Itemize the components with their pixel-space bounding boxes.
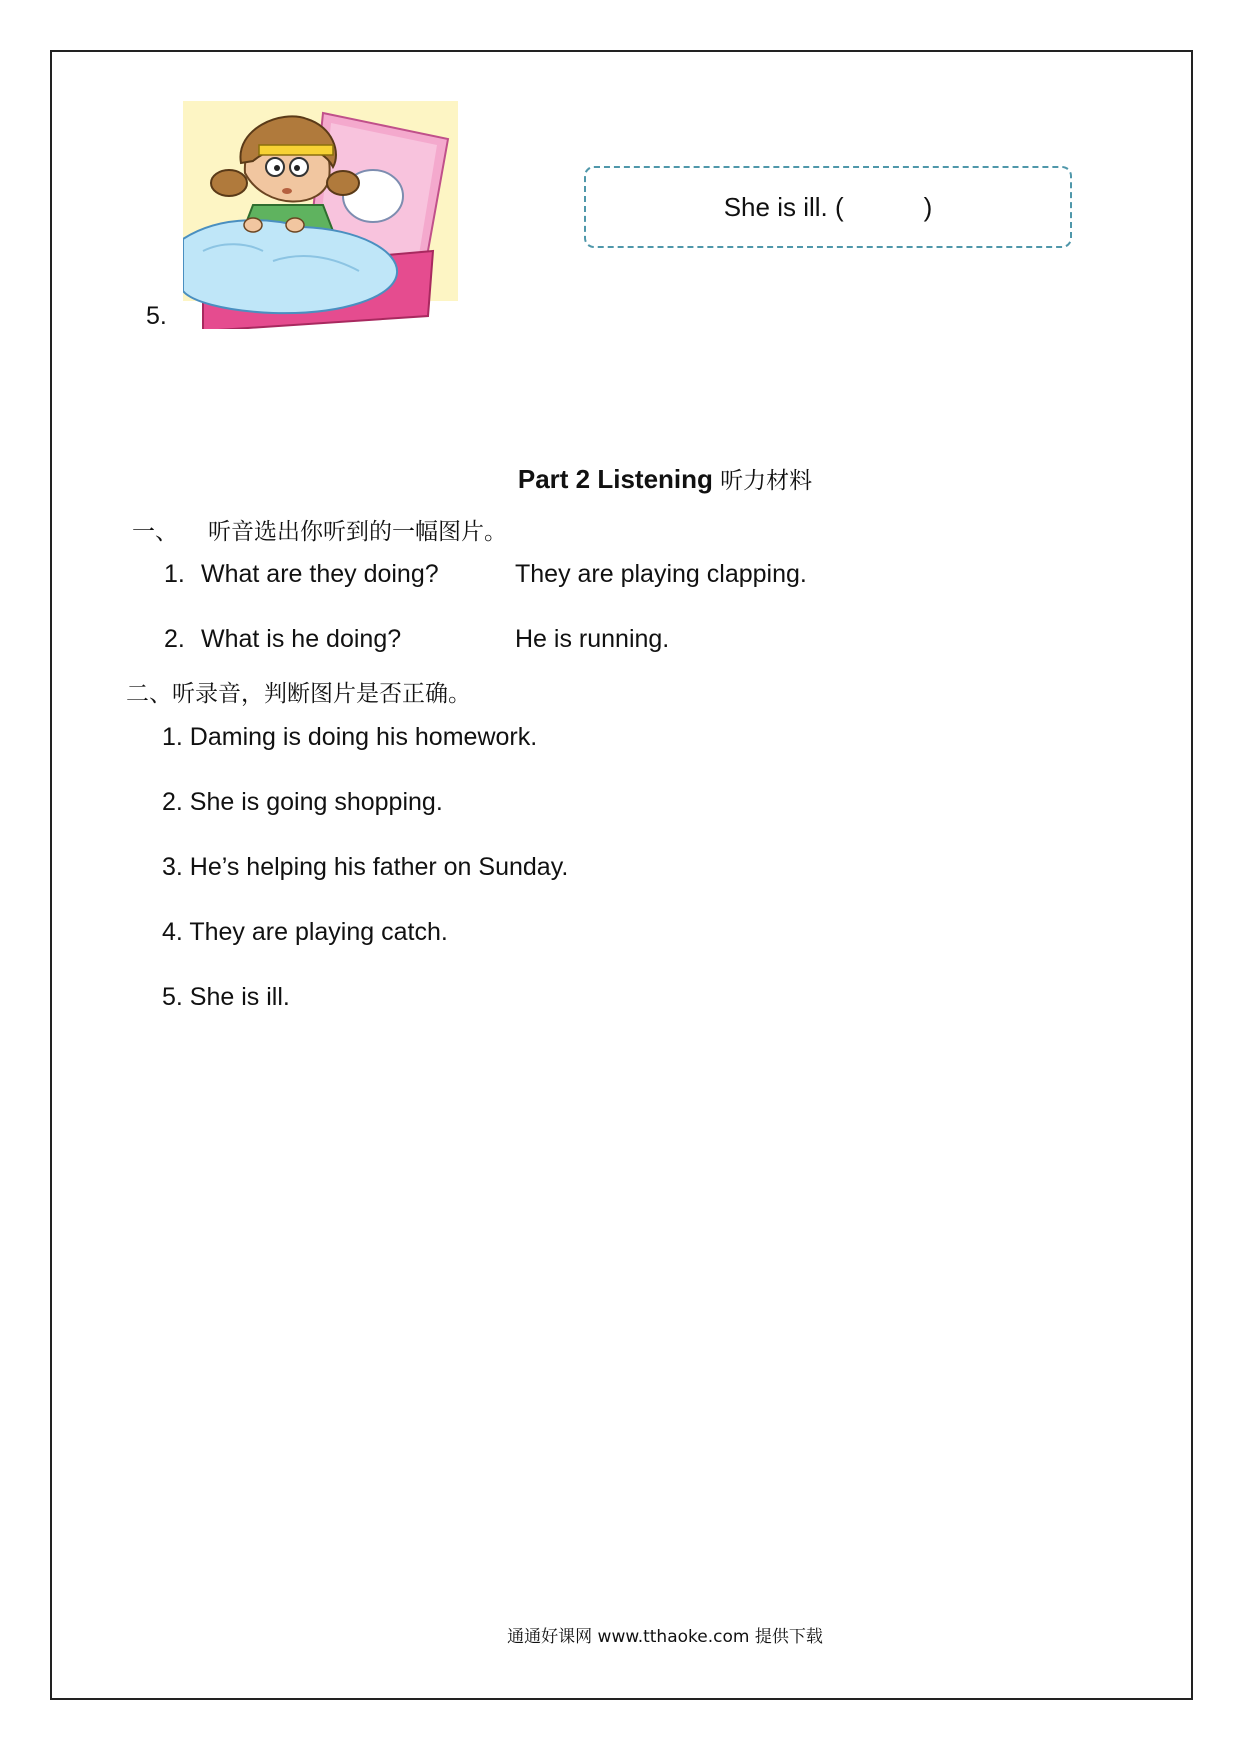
item-answer: He is running.: [515, 625, 670, 653]
list-item: 2. She is going shopping.: [162, 788, 443, 816]
section2-heading: 二、听录音，判断图片是否正确。: [126, 681, 471, 707]
title-cn: 听力材料: [720, 468, 813, 494]
list-item: 5. She is ill.: [162, 983, 290, 1011]
list-item: 3. He’s helping his father on Sunday.: [162, 853, 569, 881]
item-number: 2.: [164, 625, 185, 653]
girl-sick-in-bed-illustration: [183, 101, 458, 329]
page-title: [0, 462, 1240, 495]
answer-box: [584, 166, 1072, 248]
section1-text: 听音选出你听到的一幅图片。: [208, 519, 507, 545]
list-item: [164, 560, 807, 589]
title-bold: Part 2 Listening: [517, 464, 713, 494]
list-item: [164, 625, 669, 654]
section1-heading: [132, 513, 507, 546]
section1-marker: 一、: [132, 519, 178, 545]
item-number: 1.: [164, 560, 185, 588]
answer-prefix: She is ill. (: [723, 191, 844, 222]
page-footer: 通通好课网 www.tthaoke.com 提供下载: [507, 1627, 823, 1647]
item-question: What are they doing?: [201, 560, 439, 588]
answer-suffix: ): [923, 191, 933, 222]
item-question: What is he doing?: [201, 625, 402, 653]
item-answer: They are playing clapping.: [515, 560, 807, 588]
question-number: 5.: [146, 302, 167, 330]
list-item: 1. Daming is doing his homework.: [162, 723, 538, 751]
list-item: 4. They are playing catch.: [162, 918, 448, 946]
